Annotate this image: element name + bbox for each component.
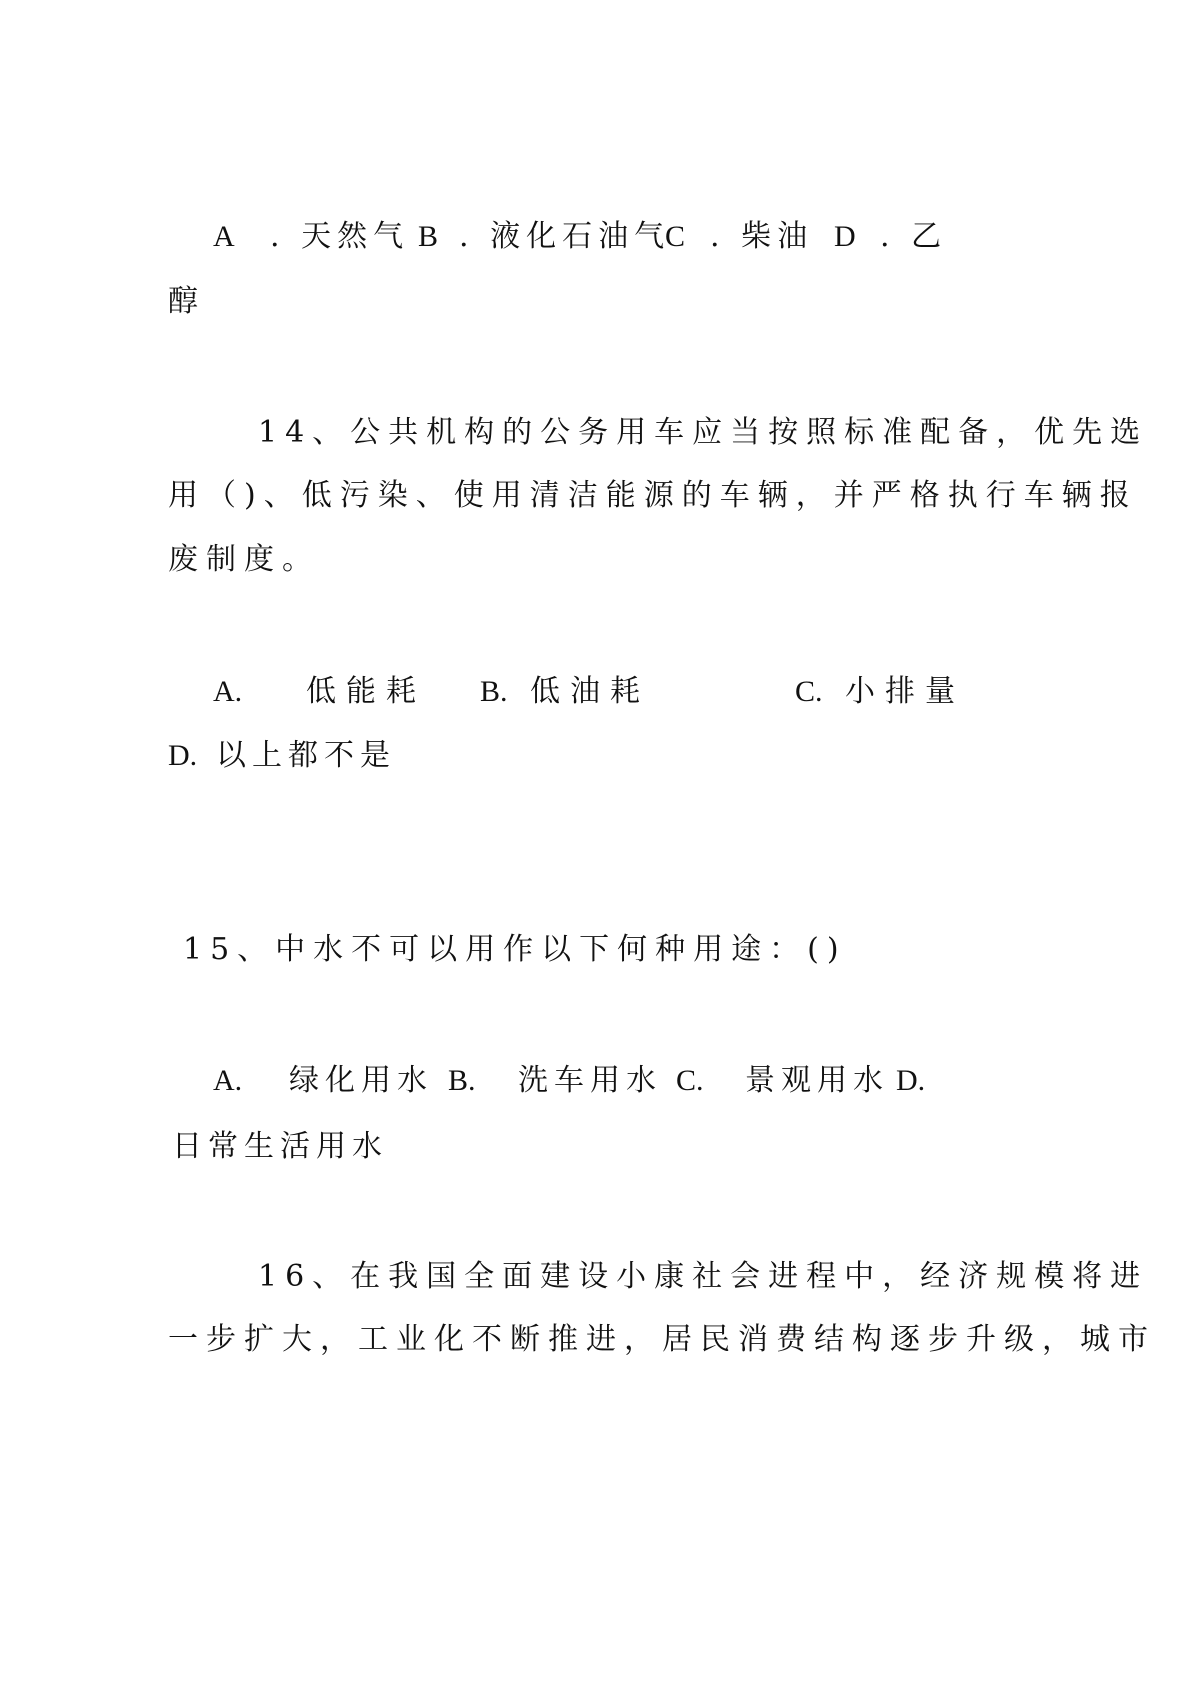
q15-option-d-letter: D. <box>896 1064 926 1097</box>
q15-option-d-text: 日常生活用水 <box>172 1129 388 1164</box>
q13-option-d-continued: 醇 <box>168 284 198 319</box>
q15-stem-line-1: 15、中水不可以用作以下何种用途：() <box>183 932 847 967</box>
q16-stem-line-1: 16、在我国全面建设小康社会进程中，经济规模将进 <box>258 1259 1149 1294</box>
q14-option-b-text: 低油耗 <box>530 674 650 709</box>
q14-option-c-letter: C. <box>795 675 823 708</box>
q14-option-c-text: 小排量 <box>845 674 965 709</box>
q13-option-d-letter: D <box>834 220 856 253</box>
q13-option-c-letter: C <box>665 220 686 253</box>
q15-option-a-letter: A. <box>213 1064 243 1097</box>
q15-option-c-letter: C. <box>676 1064 704 1097</box>
q14-stem-line-1: 14、公共机构的公务用车应当按照标准配备，优先选 <box>258 415 1149 450</box>
q13-option-b-text: . 液化石油气 <box>459 219 671 254</box>
q15-option-b-letter: B. <box>448 1064 476 1097</box>
q14-option-a-letter: A. <box>213 675 243 708</box>
q14-stem-line-3: 废制度。 <box>168 542 320 577</box>
q14-option-d-text: 以上都不是 <box>216 738 396 773</box>
q14-option-b-letter: B. <box>480 675 508 708</box>
q15-option-c-text: 景观用水 <box>745 1063 889 1098</box>
q14-stem-line-2: 用（)、低污染、使用清洁能源的车辆，并严格执行车辆报 <box>168 478 1138 513</box>
q14-option-a-text: 低能耗 <box>306 674 426 709</box>
q13-option-a-text: . 天然气 <box>270 219 410 254</box>
q14-option-d-letter: D. <box>168 739 198 772</box>
q16-stem-line-2: 一步扩大，工业化不断推进，居民消费结构逐步升级，城市 <box>168 1322 1156 1357</box>
q13-option-d-text: . 乙 <box>880 219 948 254</box>
q13-option-b-letter: B <box>418 220 439 253</box>
q13-option-a-letter: A <box>213 220 235 253</box>
q15-option-b-text: 洗车用水 <box>518 1063 662 1098</box>
q13-option-c-text: . 柴油 <box>710 219 814 254</box>
q15-option-a-text: 绿化用水 <box>289 1063 433 1098</box>
